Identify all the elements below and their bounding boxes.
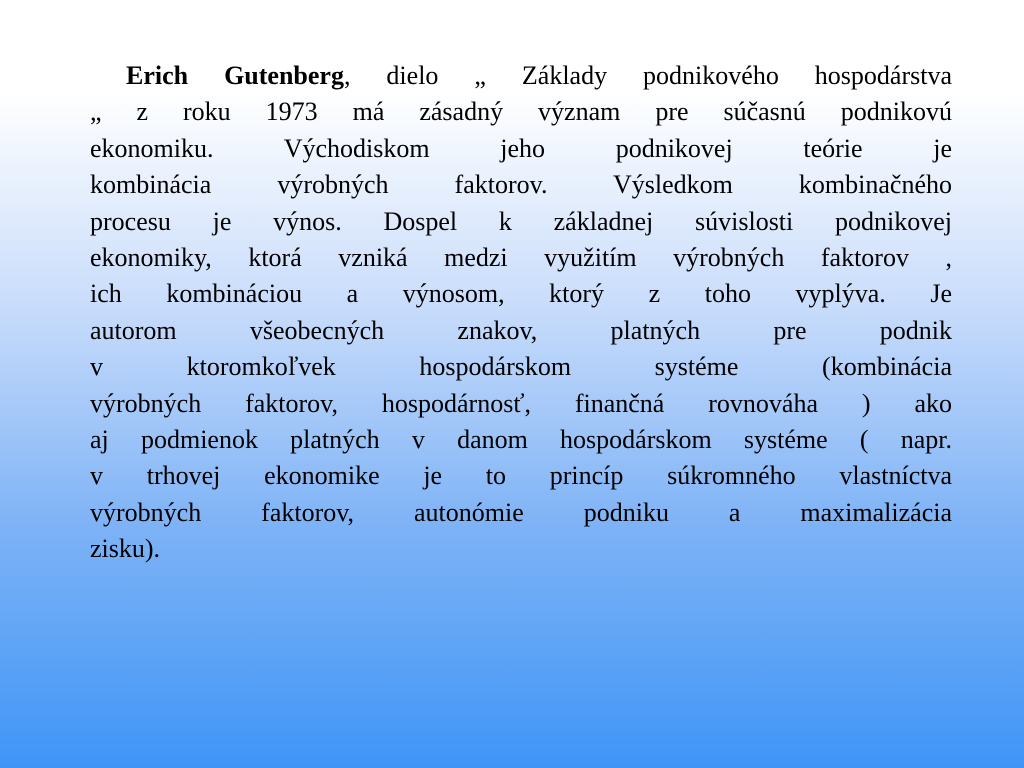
text-line-1-rest: , dielo „ Základy podnikového hospodárstva [343,61,952,90]
text-line-7: ich kombináciou a výnosom, ktorý z toho vyplýva. Je [90,279,952,309]
text-line-11: aj podmienok platných v danom hospodárskom systéme ( napr. [90,425,952,455]
text-line-3: ekonomiku. Východiskom jeho podnikovej teórie je [90,133,952,163]
text-line-13: výrobných faktorov, autonómie podniku a maximalizácia [90,497,952,527]
text-line-12: v trhovej ekonomike je to princíp súkromného vlastníctva [90,461,952,491]
author-name: Erich Gutenberg [125,61,344,90]
slide-text [90,58,952,568]
text-line-8: autorom všeobecných znakov, platných pre podnik [90,315,952,345]
text-line-2: „ z roku 1973 má zásadný význam pre súčasnú podnikovú [90,97,952,127]
text-line-14: zisku). [90,534,161,564]
text-line-1 [90,58,952,94]
text-line-5: procesu je výnos. Dospel k základnej súvislosti podnikovej [90,206,952,236]
text-line-4: kombinácia výrobných faktorov. Výsledkom kombinačného [90,170,952,200]
text-line-9: v ktoromkoľvek hospodárskom systéme (kombinácia [90,352,952,382]
text-line-10: výrobných faktorov, hospodárnosť, finančná rovnováha ) ako [90,388,952,418]
text-line-6: ekonomiky, ktorá vzniká medzi využitím výrobných faktorov , [90,243,952,273]
